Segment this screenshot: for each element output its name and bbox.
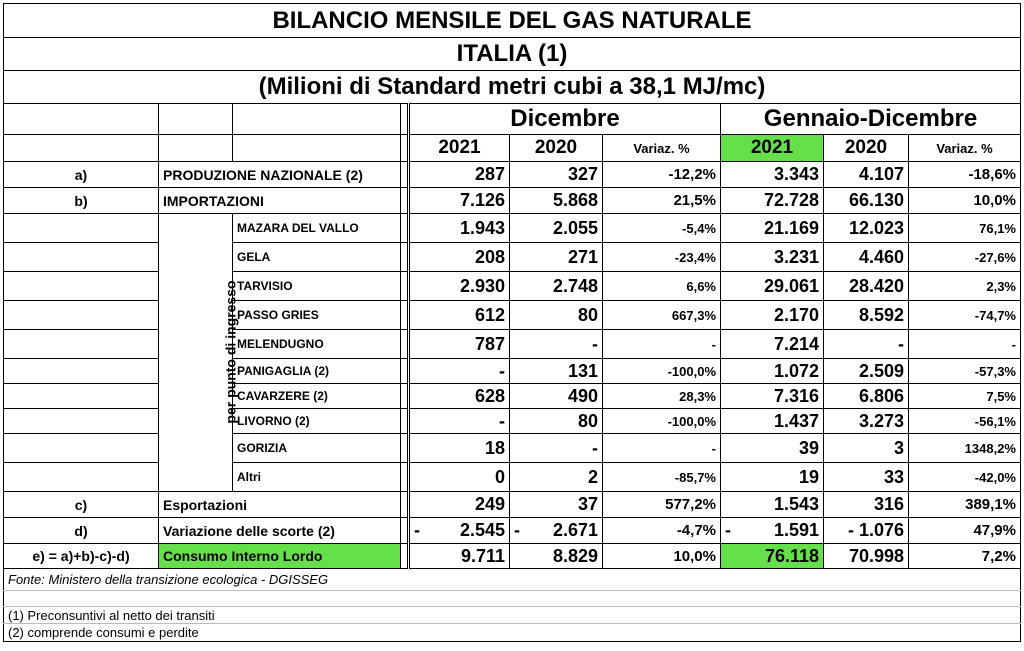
header-blank-side [159,104,233,135]
cell-month-var: -100,0% [603,359,721,384]
entry-label: PANIGAGLIA (2) [233,359,401,384]
cell-ytd-2021: 76.118 [721,544,824,569]
cell-month-2020: - [510,330,603,359]
source-note: Fonte: Ministero della transizione ecologica - DGISSEG [4,569,1021,591]
cell-ytd-2020: 33 [824,463,909,492]
header-blank-code [4,104,159,135]
side-label-cell [159,214,239,492]
cell-month-var: 28,3% [603,384,721,409]
header-ytd-var: Variaz. % [909,135,1021,162]
sep [401,434,409,463]
entry-label: MELENDUGNO [233,330,401,359]
header-month-year-prev: 2020 [510,135,603,162]
row-entry-point [4,301,1021,330]
cell-ytd-2021: 3.231 [721,243,824,272]
cell-ytd-2020: 12.023 [824,214,909,243]
cell-ytd-var: 2,3% [909,272,1021,301]
cell-ytd-2021: 7.316 [721,384,824,409]
row-entry-point [4,272,1021,301]
cell-ytd-2020: 6.806 [824,384,909,409]
header-month-var: Variaz. % [603,135,721,162]
blank-code [4,359,159,384]
header-ytd-year-cur: 2021 [721,135,824,162]
cell-ytd-var: 76,1% [909,214,1021,243]
value: 2.545 [459,520,505,540]
value: 1.591 [773,520,819,540]
cell-month-2020: 2 [510,463,603,492]
header-month-year-cur: 2021 [409,135,510,162]
cell-month-var: 6,6% [603,272,721,301]
row-entry-point [4,243,1021,272]
row-code: a) [4,162,159,188]
cell-month-2021: 612 [409,301,510,330]
blank-code [4,301,159,330]
row-code: d) [4,518,159,544]
cell-ytd-var: 7,2% [909,544,1021,569]
cell-month-2021: 0 [409,463,510,492]
row-importazioni [4,188,1021,214]
cell-ytd-2021: 19 [721,463,824,492]
cell-month-2020: - [510,434,603,463]
footnote-1: (1) Preconsuntivi al netto dei transiti [4,607,1021,624]
sep [401,330,409,359]
cell-month-2021: 287 [409,162,510,188]
cell-ytd-2021: 1.072 [721,359,824,384]
header-ytd-year-prev: 2020 [824,135,909,162]
cell-ytd-2020: 3.273 [824,409,909,434]
cell-ytd-2020: 3 [824,434,909,463]
cell-ytd-2021: 1.437 [721,409,824,434]
header-blank-sep [401,104,409,135]
entry-label: GELA [233,243,401,272]
spacer-row [4,591,1021,607]
cell-ytd-var: -57,3% [909,359,1021,384]
entry-label: CAVARZERE (2) [233,384,401,409]
row-produzione [4,162,1021,188]
row-label: PRODUZIONE NAZIONALE (2) [159,162,401,188]
cell-month-var: 577,2% [603,492,721,518]
sep [401,359,409,384]
cell-month-2020: 2.748 [510,272,603,301]
report-unit: (Milioni di Standard metri cubi a 38,1 MJ/mc) [4,71,1021,104]
report-subtitle: ITALIA (1) [4,38,1021,71]
row-entry-point [4,434,1021,463]
sep [401,409,409,434]
cell-month-2020: 8.829 [510,544,603,569]
blank-code [4,384,159,409]
entry-label: MAZARA DEL VALLO [233,214,401,243]
footnote-2: (2) comprende consumi e perdite [4,624,1021,642]
row-code: c) [4,492,159,518]
cell-ytd-2020: 4.107 [824,162,909,188]
sep [401,544,409,569]
row-entry-point [4,359,1021,384]
header-blank-label [233,104,401,135]
row-label: Consumo Interno Lordo [159,544,401,569]
blank-code [4,272,159,301]
cell-ytd-2021 [721,518,824,544]
header-blank-code-2 [4,135,159,162]
cell-month-2021: 249 [409,492,510,518]
gas-balance-sheet [3,3,1020,642]
cell-month-2020: 131 [510,359,603,384]
sep [401,463,409,492]
header-blank-sep-2 [401,135,409,162]
sep [401,243,409,272]
blank-code [4,243,159,272]
cell-month-2020: 271 [510,243,603,272]
cell-month-var: -5,4% [603,214,721,243]
cell-ytd-var: 1348,2% [909,434,1021,463]
cell-month-var: 21,5% [603,188,721,214]
cell-month-2020: 37 [510,492,603,518]
cell-month-2021: 1.943 [409,214,510,243]
cell-ytd-2021: 21.169 [721,214,824,243]
cell-ytd-2020: 8.592 [824,301,909,330]
row-label: Esportazioni [159,492,401,518]
cell-ytd-var: 47,9% [909,518,1021,544]
cell-ytd-var: 10,0% [909,188,1021,214]
blank-code [4,409,159,434]
row-esportazioni [4,492,1021,518]
cell-month-2021: 787 [409,330,510,359]
cell-ytd-var: -56,1% [909,409,1021,434]
entry-label: Altri [233,463,401,492]
header-blank-label-2 [233,135,401,162]
row-code: b) [4,188,159,214]
cell-ytd-var: 389,1% [909,492,1021,518]
sign: - [414,520,420,540]
cell-ytd-2020: 28.420 [824,272,909,301]
cell-month-var: 10,0% [603,544,721,569]
header-ytd: Gennaio-Dicembre [721,104,1021,135]
cell-ytd-2020: - 1.076 [824,518,909,544]
cell-ytd-2021: 2.170 [721,301,824,330]
cell-ytd-2020: 316 [824,492,909,518]
sign: - [725,520,731,540]
sep [401,384,409,409]
cell-ytd-var: -74,7% [909,301,1021,330]
cell-ytd-var: -18,6% [909,162,1021,188]
header-month: Dicembre [409,104,721,135]
entry-label: TARVISIO [233,272,401,301]
cell-month-2020: 490 [510,384,603,409]
cell-month-2020 [510,518,603,544]
cell-month-2021: 208 [409,243,510,272]
cell-month-2021: 9.711 [409,544,510,569]
cell-ytd-2021: 72.728 [721,188,824,214]
cell-ytd-var: -27,6% [909,243,1021,272]
cell-month-var: - [603,330,721,359]
cell-month-var: -85,7% [603,463,721,492]
sep [401,492,409,518]
sep [401,162,409,188]
cell-ytd-2020: 66.130 [824,188,909,214]
cell-ytd-2021: 3.343 [721,162,824,188]
sep [401,188,409,214]
cell-ytd-2021: 39 [721,434,824,463]
row-label: Variazione delle scorte (2) [159,518,401,544]
sep [401,301,409,330]
row-entry-point [4,330,1021,359]
blank-code [4,214,159,243]
entry-label: LIVORNO (2) [233,409,401,434]
cell-month-2020: 5.868 [510,188,603,214]
gas-balance-table [3,3,1021,642]
cell-month-var: -100,0% [603,409,721,434]
sep [401,518,409,544]
cell-month-2021: 2.930 [409,272,510,301]
blank-code [4,434,159,463]
cell-ytd-2020: - [824,330,909,359]
report-title: BILANCIO MENSILE DEL GAS NATURALE [4,4,1021,38]
row-consumo [4,544,1021,569]
row-entry-point [4,463,1021,492]
row-entry-point [4,409,1021,434]
cell-month-2021 [409,518,510,544]
value: 2.671 [552,520,598,540]
sep [401,272,409,301]
sign: - [514,520,520,540]
cell-month-var: - [603,434,721,463]
row-label: IMPORTAZIONI [159,188,401,214]
cell-month-2021: 7.126 [409,188,510,214]
cell-month-2020: 80 [510,409,603,434]
cell-ytd-2021: 7.214 [721,330,824,359]
row-scorte [4,518,1021,544]
cell-month-var: -23,4% [603,243,721,272]
row-entry-point [4,384,1021,409]
cell-month-2020: 80 [510,301,603,330]
sep [401,214,409,243]
cell-month-2020: 327 [510,162,603,188]
cell-ytd-2020: 4.460 [824,243,909,272]
cell-month-var: -12,2% [603,162,721,188]
cell-ytd-var: 7,5% [909,384,1021,409]
row-entry-point [4,214,1021,243]
cell-month-2021: 18 [409,434,510,463]
cell-month-2021: 628 [409,384,510,409]
blank-code [4,463,159,492]
cell-month-2021: - [409,409,510,434]
cell-month-var: -4,7% [603,518,721,544]
cell-ytd-2020: 70.998 [824,544,909,569]
cell-ytd-2021: 29.061 [721,272,824,301]
cell-month-2021: - [409,359,510,384]
entry-label: PASSO GRIES [233,301,401,330]
cell-ytd-var: - [909,330,1021,359]
cell-month-2020: 2.055 [510,214,603,243]
cell-month-var: 667,3% [603,301,721,330]
cell-ytd-2020: 2.509 [824,359,909,384]
side-label: per punto di ingresso [222,279,239,424]
cell-ytd-2021: 1.543 [721,492,824,518]
entry-label: GORIZIA [233,434,401,463]
header-blank-side-2 [159,135,233,162]
row-code: e) = a)+b)-c)-d) [4,544,159,569]
cell-ytd-var: -42,0% [909,463,1021,492]
blank-code [4,330,159,359]
